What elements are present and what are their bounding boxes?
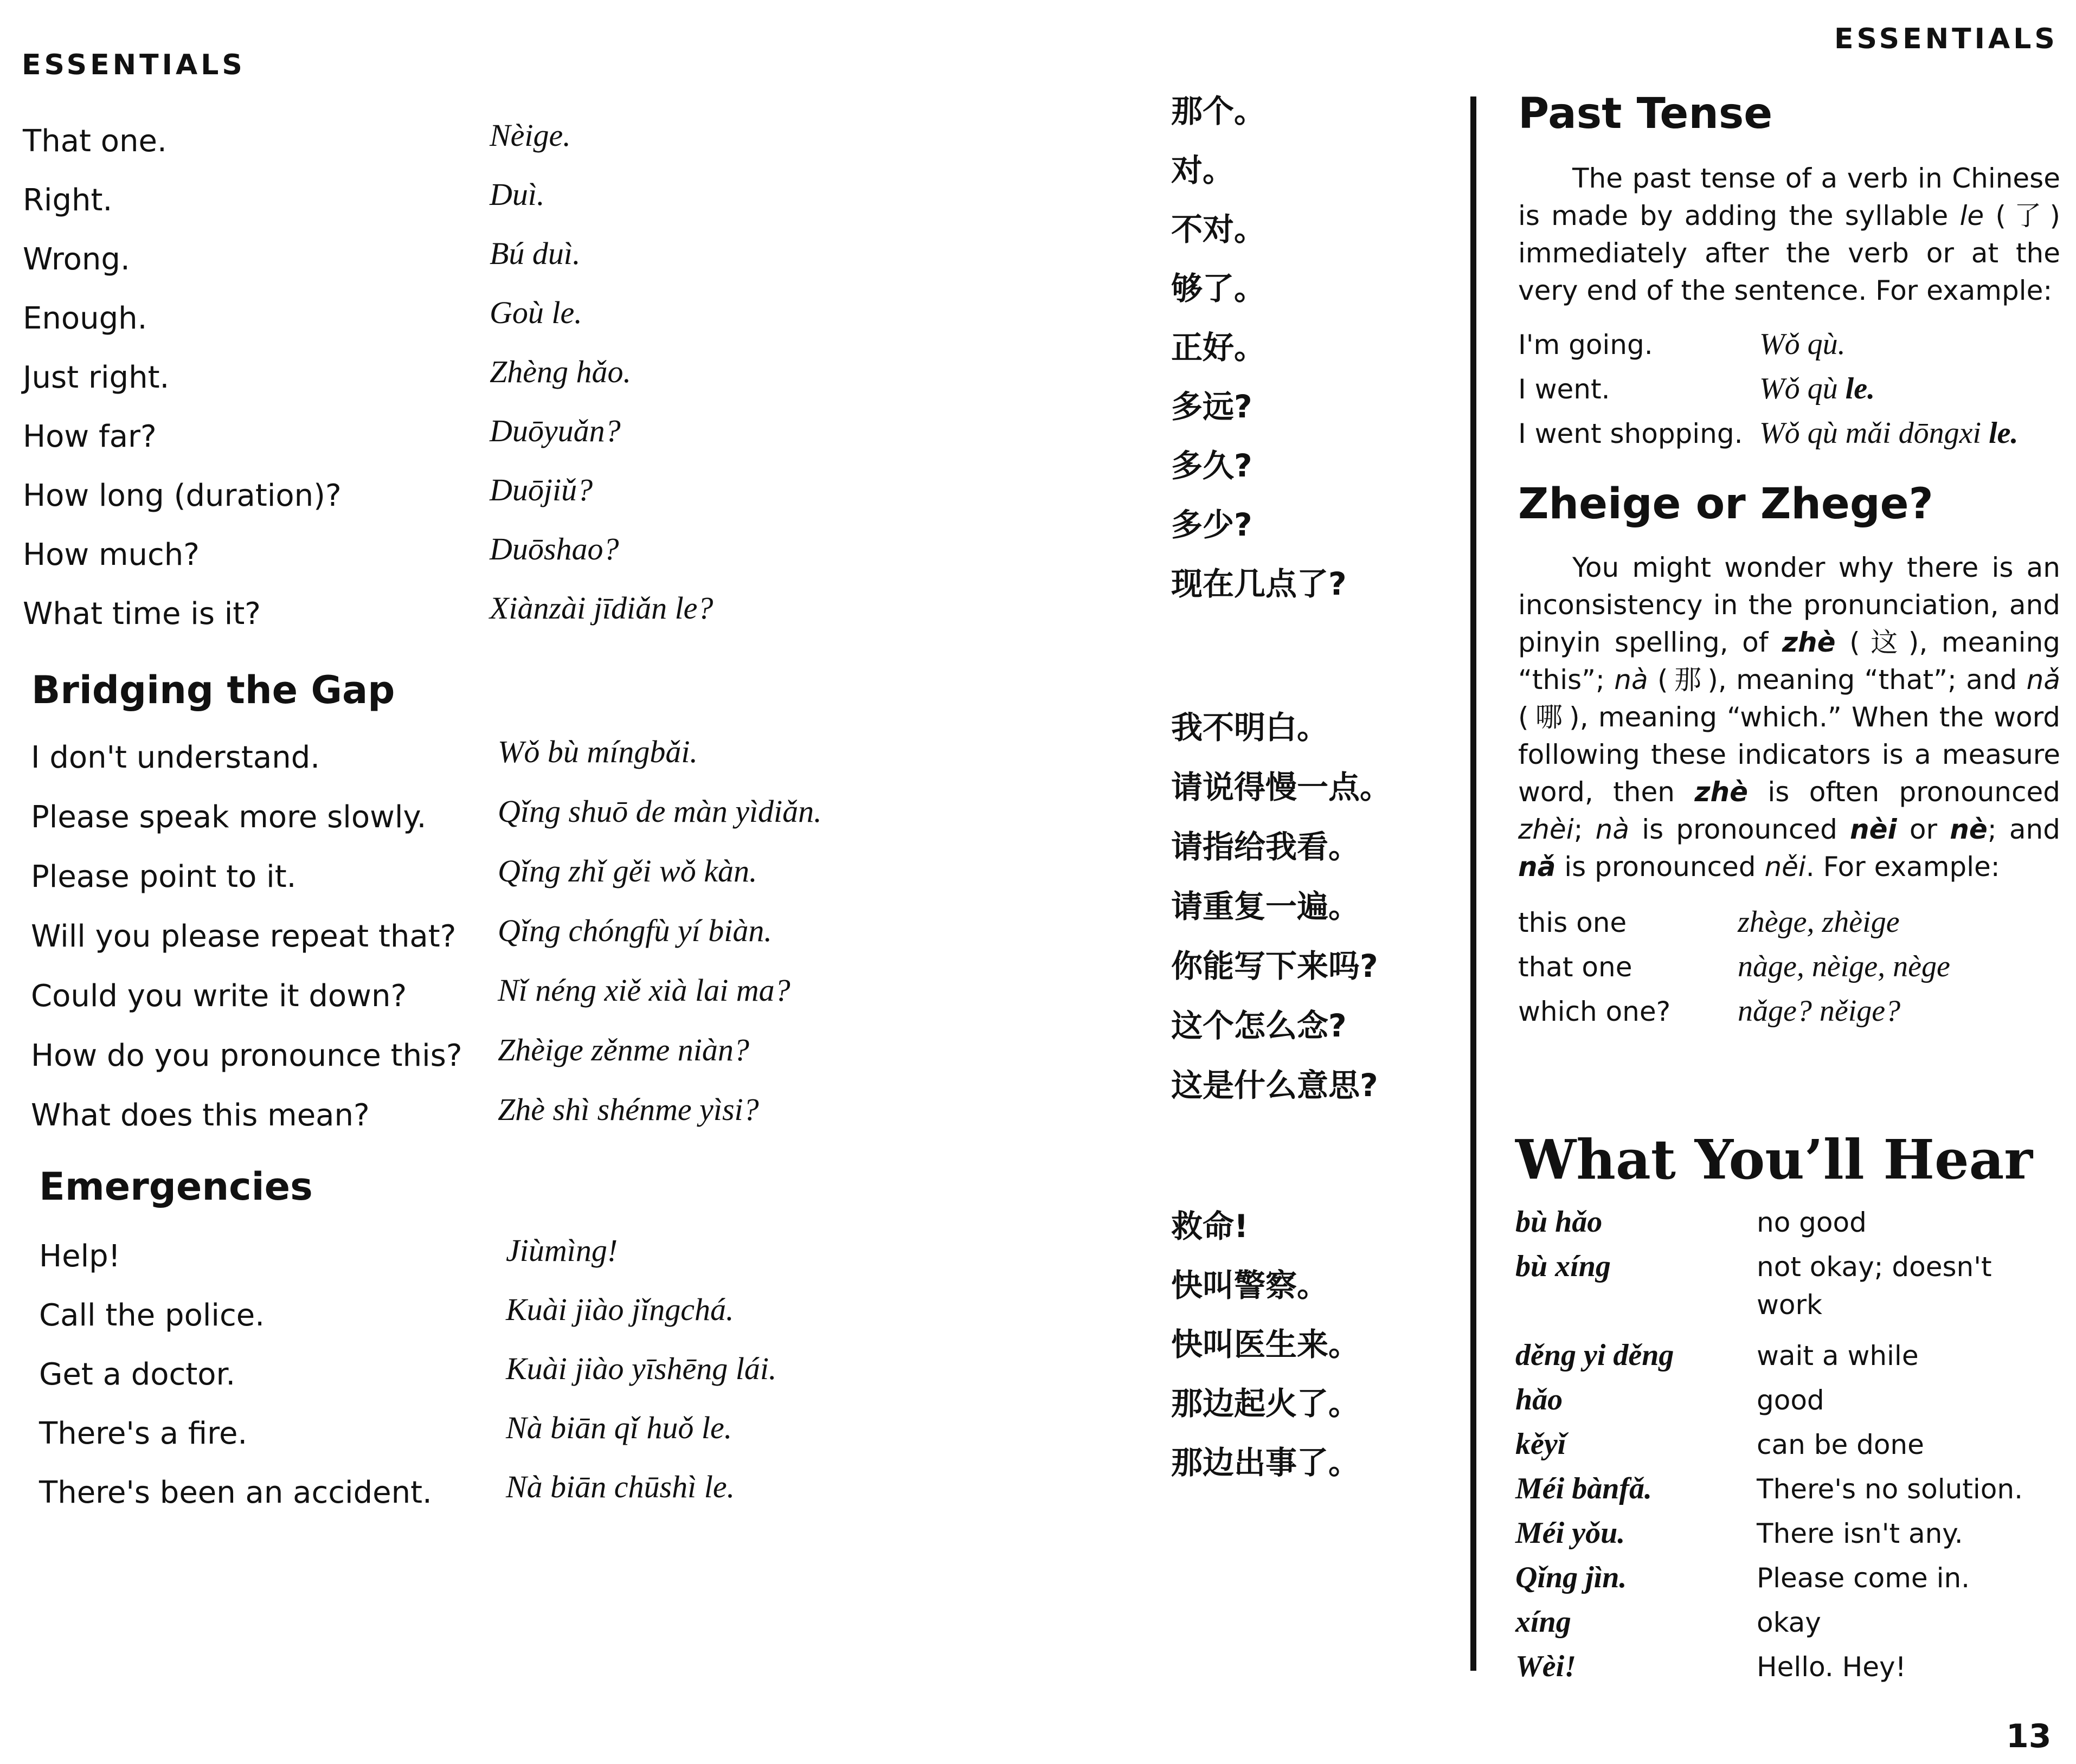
phrase-pinyin: Nà biān chūshì le. — [506, 1469, 735, 1504]
example-pinyin: nàge, nèige, nège — [1738, 950, 1950, 983]
phrase-hanzi: 多少? — [1171, 506, 1252, 543]
glossary-english: no good — [1757, 1207, 1867, 1238]
phrase-english: Enough. — [23, 301, 147, 336]
phrase-english: Please point to it. — [31, 859, 297, 894]
phrase-pinyin: Jiùmìng! — [506, 1233, 618, 1268]
ne-pinyin: nè — [1950, 814, 1988, 845]
phrase-pinyin: Zhèng hǎo. — [490, 354, 631, 389]
na-pinyin-2: nà — [1595, 814, 1630, 845]
zhe-pinyin: zhè — [1782, 627, 1836, 658]
phrase-pinyin: Xiànzài jīdiǎn le? — [490, 590, 714, 626]
na3-pinyin: nǎ — [2026, 664, 2061, 696]
glossary-pinyin: Méi yǒu. — [1515, 1516, 1625, 1550]
nei3-pinyin: něi — [1764, 851, 1806, 883]
nei-pinyin: nèi — [1850, 814, 1897, 845]
phrase-hanzi: 这是什么意思? — [1171, 1067, 1378, 1104]
zheige-text-2: , meaning “this”; — [1518, 627, 2061, 696]
zheige-heading: Zheige or Zhege? — [1518, 480, 1933, 529]
phrase-english: How much? — [23, 537, 200, 572]
phrase-hanzi: 我不明白。 — [1171, 709, 1329, 746]
phrase-pinyin: Bú duì. — [490, 236, 581, 271]
phrase-english: How long (duration)? — [23, 478, 342, 513]
phrase-hanzi: 多久? — [1171, 447, 1252, 484]
glossary-pinyin: děng yi děng — [1515, 1338, 1674, 1372]
past-tense-text-2: immediately after the verb or at the very end of the sentence. For example: — [1518, 237, 2060, 306]
zhe-hanzi: 这 — [1865, 627, 1903, 658]
phrase-pinyin: Nà biān qǐ huǒ le. — [506, 1410, 732, 1445]
phrase-hanzi: 对。 — [1171, 152, 1235, 189]
zheige-text-1: You might wonder why there is an inconsistency in the pronunciation, and pinyin spelling, of — [1518, 552, 2060, 658]
zheige-text-5: is often pronounced — [1768, 776, 2060, 808]
zheige-text-8: or — [1909, 814, 1938, 845]
past-tense-paragraph: The past tense of a verb in Chinese is made by adding the syllable le ( 了 ) immediately after the verb or at the very end of the sentence. For example: — [1518, 163, 2061, 306]
example-pinyin — [1759, 371, 1875, 406]
glossary-pinyin: bù xíng — [1515, 1250, 1611, 1283]
phrase-english: Help! — [39, 1239, 121, 1274]
example-pinyin-le: le. — [1989, 416, 2019, 450]
phrase-pinyin: Qǐng shuō de màn yìdiǎn. — [498, 794, 822, 829]
emergencies-heading: Emergencies — [39, 1164, 313, 1209]
phrase-hanzi: 请说得慢一点。 — [1171, 769, 1392, 806]
glossary-english: good — [1757, 1385, 1824, 1416]
phrase-english: That one. — [23, 124, 167, 159]
zhe-pinyin-2: zhè — [1694, 776, 1748, 808]
phrase-english: Could you write it down? — [31, 978, 407, 1014]
example-pinyin — [1759, 416, 2018, 450]
phrase-pinyin: Qǐng chóngfù yí biàn. — [498, 913, 772, 948]
phrase-pinyin: Kuài jiào jǐngchá. — [506, 1292, 734, 1327]
phrase-hanzi: 那边起火了。 — [1171, 1385, 1360, 1422]
na-pinyin: nà — [1614, 664, 1648, 696]
phrase-pinyin: Duì. — [490, 177, 545, 212]
zheige-paragraph: You might wonder why there is an inconsistency in the pronunciation, and pinyin spelling, of zhè ( 这 ), meaning “this”; nà ( 那 ), meaning “that”; and nǎ ( 哪 ), meaning “which.” When the word following these indicators is a measure word, then zhè is often pronounced zhèi; nà is pronounced nèi or nè; and nǎ is pronounced něi. For example: — [1518, 552, 2061, 883]
zheige-text-9: ; and — [1987, 814, 2060, 845]
example-english: which one? — [1518, 996, 1671, 1027]
phrase-hanzi: 请指给我看。 — [1171, 828, 1360, 865]
example-pinyin-le: le. — [1845, 372, 1875, 405]
phrase-hanzi: 那边出事了。 — [1171, 1444, 1360, 1481]
le-hanzi: 了 — [2011, 200, 2045, 231]
phrase-hanzi: 不对。 — [1171, 211, 1266, 248]
zheige-text-4: , meaning “which.” When the word following these indicators is a measure word, then — [1518, 701, 2060, 808]
example-english: that one — [1518, 951, 1632, 983]
zheige-text-7: is pronounced — [1642, 814, 1837, 845]
phrase-hanzi: 正好。 — [1171, 329, 1266, 366]
phrase-english: There's been an accident. — [39, 1475, 432, 1510]
glossary-pinyin: Méi bànfǎ. — [1515, 1472, 1652, 1505]
phrase-english: How do you pronounce this? — [31, 1038, 462, 1073]
glossary-pinyin: bù hǎo — [1515, 1205, 1603, 1239]
glossary-english-cont: work — [1757, 1289, 1822, 1321]
glossary-english: There isn't any. — [1757, 1518, 1963, 1549]
zhei-pinyin: zhèi — [1518, 814, 1574, 845]
phrase-pinyin: Duōyuǎn? — [490, 413, 621, 448]
le-pinyin: le — [1959, 200, 1984, 231]
zheige-text-11: . For example: — [1805, 851, 2000, 883]
example-english: I went shopping. — [1518, 418, 1743, 449]
zheige-text-10: is pronounced — [1564, 851, 1756, 883]
phrase-english: Call the police. — [39, 1298, 265, 1333]
phrase-hanzi: 那个。 — [1171, 93, 1266, 130]
example-pinyin-main: Wǒ qù. — [1759, 327, 1846, 361]
glossary-english: not okay; doesn't — [1757, 1251, 1992, 1283]
na3-pinyin-2: nǎ — [1518, 851, 1556, 883]
phrase-pinyin: Zhèige zěnme niàn? — [498, 1032, 749, 1067]
example-pinyin-main: Wǒ qù mǎi dōngxi — [1759, 416, 1989, 450]
glossary-pinyin: Wèi! — [1515, 1650, 1576, 1683]
phrase-english: I don't understand. — [31, 740, 320, 775]
phrase-english: What does this mean? — [31, 1098, 370, 1133]
glossary-english: can be done — [1757, 1429, 1924, 1460]
glossary-pinyin: Qǐng jìn. — [1515, 1561, 1627, 1594]
na-hanzi: 那 — [1673, 664, 1702, 696]
phrase-hanzi: 够了。 — [1171, 270, 1266, 307]
example-pinyin: nǎge? něige? — [1738, 994, 1901, 1028]
example-english: this one — [1518, 907, 1627, 938]
phrase-hanzi: 快叫医生来。 — [1171, 1326, 1360, 1363]
phrase-pinyin: Nǐ néng xiě xià lai ma? — [498, 973, 790, 1008]
glossary-english: There's no solution. — [1757, 1473, 2023, 1505]
example-english: I went. — [1518, 374, 1610, 405]
glossary-english: okay — [1757, 1607, 1821, 1638]
phrase-english: Wrong. — [23, 242, 130, 277]
phrase-pinyin: Duōshao? — [490, 531, 619, 566]
phrase-hanzi: 快叫警察。 — [1171, 1267, 1329, 1304]
phrase-pinyin: Wǒ bù míngbǎi. — [498, 734, 698, 769]
past-tense-heading: Past Tense — [1518, 89, 1773, 138]
glossary-english: Hello. Hey! — [1757, 1651, 1906, 1683]
phrase-hanzi: 现在几点了? — [1171, 565, 1347, 602]
phrase-pinyin: Goù le. — [490, 295, 582, 330]
phrase-pinyin: Duōjiǔ? — [490, 472, 593, 507]
glossary-english: wait a while — [1757, 1340, 1919, 1372]
example-english: I'm going. — [1518, 329, 1653, 360]
phrase-english: What time is it? — [23, 596, 261, 632]
past-tense-text-1: The past tense of a verb in Chinese is made by adding the syllable — [1518, 163, 2060, 231]
phrase-english: How far? — [23, 419, 157, 454]
zheige-text-3: , meaning “that”; and — [1718, 664, 2017, 696]
phrase-hanzi: 你能写下来吗? — [1171, 948, 1378, 984]
zheige-text-6: ; — [1573, 814, 1583, 845]
glossary-english: Please come in. — [1757, 1562, 1970, 1594]
phrase-pinyin: Kuài jiào yīshēng lái. — [506, 1351, 777, 1386]
example-pinyin: zhège, zhèige — [1738, 905, 1900, 939]
phrase-hanzi: 请重复一遍。 — [1171, 888, 1360, 925]
phrase-english: Right. — [23, 183, 113, 218]
phrase-english: Just right. — [23, 360, 170, 395]
phrase-pinyin: Nèige. — [490, 118, 571, 153]
glossary-pinyin: hǎo — [1515, 1383, 1563, 1417]
running-header-right: ESSENTIALS — [1834, 23, 2058, 55]
phrase-pinyin: Qǐng zhǐ gěi wǒ kàn. — [498, 853, 757, 889]
page-number: 13 — [2006, 1717, 2052, 1755]
glossary-pinyin: kěyǐ — [1515, 1427, 1566, 1461]
column-divider — [1470, 96, 1476, 1671]
phrase-hanzi: 多远? — [1171, 388, 1252, 425]
bridging-heading: Bridging the Gap — [31, 668, 395, 712]
phrase-english: Get a doctor. — [39, 1357, 236, 1392]
example-pinyin — [1759, 327, 1846, 362]
phrase-hanzi: 这个怎么念? — [1171, 1007, 1347, 1044]
running-header-left: ESSENTIALS — [22, 49, 246, 81]
example-pinyin-main: Wǒ qù — [1759, 372, 1846, 405]
phrase-english: Will you please repeat that? — [31, 919, 457, 954]
na3-hanzi: 哪 — [1534, 701, 1564, 733]
phrase-hanzi: 救命! — [1171, 1208, 1249, 1245]
phrase-english: There's a fire. — [39, 1416, 248, 1451]
phrase-pinyin: Zhè shì shénme yìsi? — [498, 1092, 759, 1127]
what-youll-hear-heading: What You’ll Hear — [1515, 1128, 2033, 1192]
glossary-pinyin: xíng — [1515, 1605, 1571, 1639]
phrase-english: Please speak more slowly. — [31, 800, 427, 835]
